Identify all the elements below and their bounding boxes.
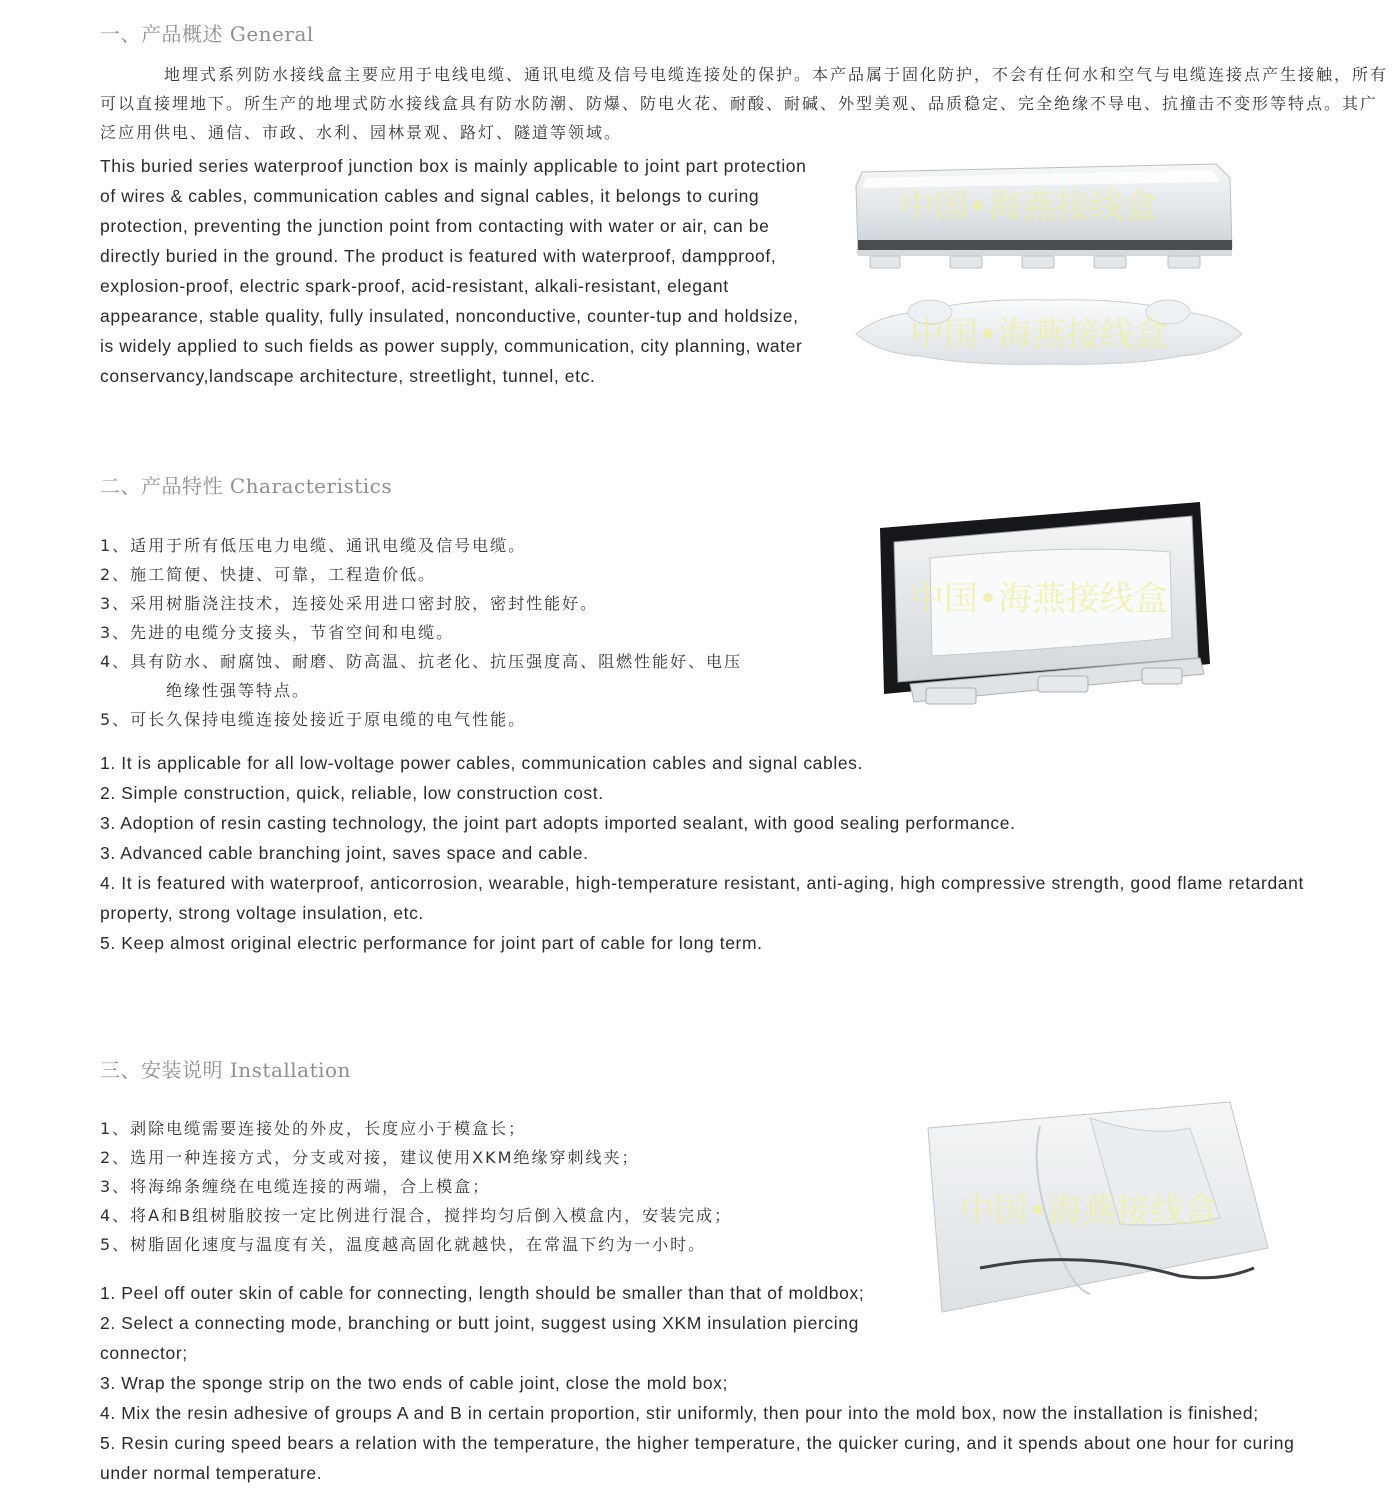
characteristics-en-list [100, 748, 1320, 958]
installation-cn-list [100, 1114, 900, 1259]
list-item: 3. Adoption of resin casting technology, the joint part adopts imported sealant, with good sealing performance. [100, 813, 1016, 833]
list-item: 1. Peel off outer skin of cable for connecting, length should be smaller than that of moldbox; [100, 1283, 865, 1303]
list-item: 3. Advanced cable branching joint, saves space and cable. [100, 843, 589, 863]
characteristics-cn-list [100, 531, 880, 734]
list-item: 3、采用树脂浇注技术，连接处采用进口密封胶，密封性能好。 [100, 594, 599, 613]
list-item: 3、先进的电缆分支接头，节省空间和电缆。 [100, 623, 455, 642]
list-item: 4. Mix the resin adhesive of groups A and B in certain proportion, stir uniformly, then pour into the mold box, now the installation is finished; [100, 1403, 1259, 1423]
list-item: 5. Resin curing speed bears a relation with the temperature, the higher temperature, the quicker curing, and it spends about one hour for curing under normal temperature. [100, 1433, 1295, 1483]
list-item: 2、施工简便、快捷、可靠，工程造价低。 [100, 565, 437, 584]
list-item-continuation: 绝缘性强等特点。 [166, 681, 311, 700]
list-item: 1、适用于所有低压电力电缆、通讯电缆及信号电缆。 [100, 536, 527, 555]
list-item: 4、具有防水、耐腐蚀、耐磨、防高温、抗老化、抗压强度高、阻燃性能好、电压 [100, 652, 743, 671]
section-heading-characteristics: 二、产品特性 Characteristics [100, 474, 393, 498]
list-item: 3、将海绵条缠绕在电缆连接的两端，合上模盒； [100, 1177, 491, 1196]
list-item: 2、选用一种连接方式，分支或对接，建议使用XKM绝缘穿刺线夹； [100, 1148, 640, 1167]
product-image-clear-boxes [850, 156, 1250, 371]
list-item: 4. It is featured with waterproof, anticorrosion, wearable, high-temperature resistant, anti-aging, high compressive strength, good flame retardant property, strong voltage insulation, etc. [100, 873, 1304, 923]
list-item: 2. Select a connecting mode, branching or butt joint, suggest using XKM insulation piercing connector; [100, 1313, 859, 1363]
list-item: 1、剥除电缆需要连接处的外皮，长度应小于模盒长； [100, 1119, 527, 1138]
section-heading-installation: 三、安装说明 Installation [100, 1058, 351, 1082]
list-item: 5、树脂固化速度与温度有关，温度越高固化就越快，在常温下约为一小时。 [100, 1235, 707, 1254]
watermark-text-1: 中国•海燕接线盒 [900, 187, 1159, 227]
general-en-paragraph: This buried series waterproof junction box is mainly applicable to joint part protection of wires & cables, communication cables and signal cables, it belongs to curing protection, preventing the junction point from contacting with water or air, can be directly buried in the ground. The product is featured with waterproof, dampproof, explosion-proof, electric spark-proof, acid-resistant, alkali-resistant, elegant appearance, stable quality, fully insulated, nonconductive, counter-tup and holdsize, is widely applied to such fields as power supply, communication, city planning, water conservancy,landscape architecture, streetlight, tunnel, etc. [100, 156, 807, 386]
list-item: 3. Wrap the sponge strip on the two ends of cable joint, close the mold box; [100, 1373, 728, 1393]
watermark-text-3: 中国•海燕接线盒 [910, 579, 1169, 619]
list-item: 2. Simple construction, quick, reliable, low construction cost. [100, 783, 604, 803]
watermark-text-2: 中国•海燕接线盒 [910, 315, 1169, 355]
list-item: 5. Keep almost original electric performance for joint part of cable for long term. [100, 933, 763, 953]
list-item: 4、将A和B组树脂胶按一定比例进行混合，搅拌均匀后倒入模盒内，安装完成； [100, 1206, 733, 1225]
installation-en-list [100, 1278, 1320, 1488]
product-image-black-box [870, 498, 1230, 714]
watermark-text-4: 中国•海燕接线盒 [960, 1191, 1219, 1231]
list-item: 5、可长久保持电缆连接处接近于原电缆的电气性能。 [100, 710, 527, 729]
general-cn-paragraph: 地埋式系列防水接线盒主要应用于电线电缆、通讯电缆及信号电缆连接处的保护。本产品属于固化防护，不会有任何水和空气与电缆连接点产生接触，所有可以直接埋地下。所生产的地埋式防水接线盒具有防水防潮、防爆、防电火花、耐酸、耐碱、外型美观、品质稳定、完全绝缘不导电、抗撞击不变形等特点。其广泛应用供电、通信、市政、水利、园林景观、路灯、隧道等领域。 [100, 65, 1389, 142]
list-item: 1. It is applicable for all low-voltage power cables, communication cables and signal cables. [100, 753, 863, 773]
section-heading-general: 一、产品概述 General [100, 22, 314, 46]
